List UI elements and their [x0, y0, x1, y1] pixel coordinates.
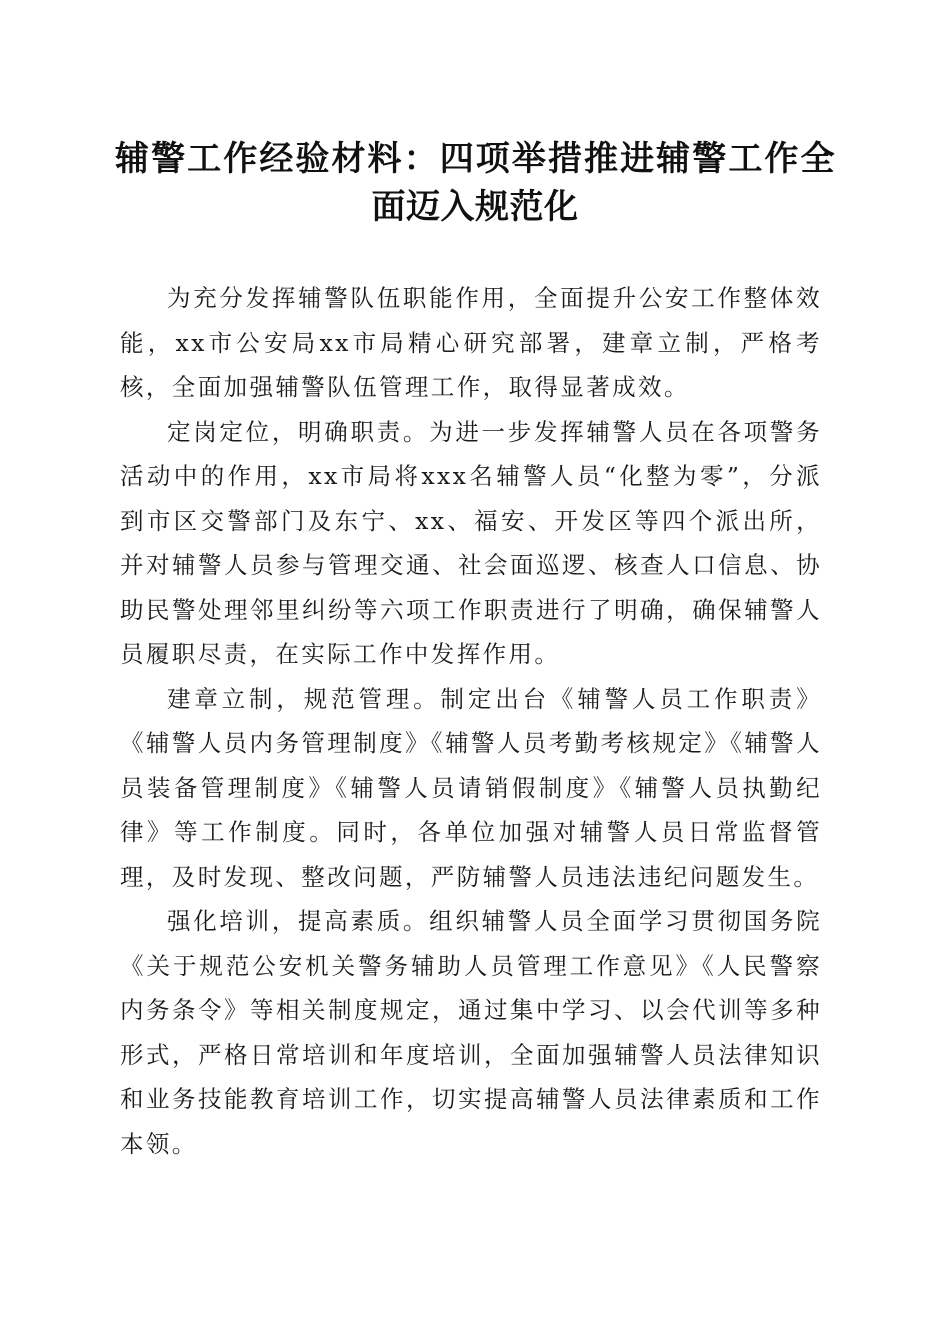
- paragraph-intro: 为充分发挥辅警队伍职能作用，全面提升公安工作整体效能，xx市公安局xx市局精心研究部署，建章立制，严格考核，全面加强辅警队伍管理工作，取得显著成效。: [120, 284, 822, 401]
- paragraph-training-quality: 强化培训，提高素质。组织辅警人员全面学习贯彻国务院《关于规范公安机关警务辅助人员管理工作意见》《人民警察内务条令》等相关制度规定，通过集中学习、以会代训等多种形式，严格日常培训和年度培训，全面加强辅警人员法律知识和业务技能教育培训工作，切实提高辅警人员法律素质和工作本领。: [120, 907, 822, 1158]
- document-title: 辅警工作经验材料：四项举措推进辅警工作全面迈入规范化: [115, 139, 835, 227]
- paragraph-positions-duties: 定岗定位，明确职责。为进一步发挥辅警人员在各项警务活动中的作用，xx市局将xxx名辅警人员“化整为零”，分派到市区交警部门及东宁、xx、福安、开发区等四个派出所，并对辅警人员参与管理交通、社会面巡逻、核查人口信息、协助民警处理邻里纠纷等六项工作职责进行了明确，确保辅警人员履职尽责，在实际工作中发挥作用。: [120, 417, 822, 668]
- paragraph-rules-management: 建章立制，规范管理。制定出台《辅警人员工作职责》《辅警人员内务管理制度》《辅警人员考勤考核规定》《辅警人员装备管理制度》《辅警人员请销假制度》《辅警人员执勤纪律》等工作制度。同时，各单位加强对辅警人员日常监督管理，及时发现、整改问题，严防辅警人员违法违纪问题发生。: [120, 684, 822, 891]
- document-body: [120, 276, 822, 1166]
